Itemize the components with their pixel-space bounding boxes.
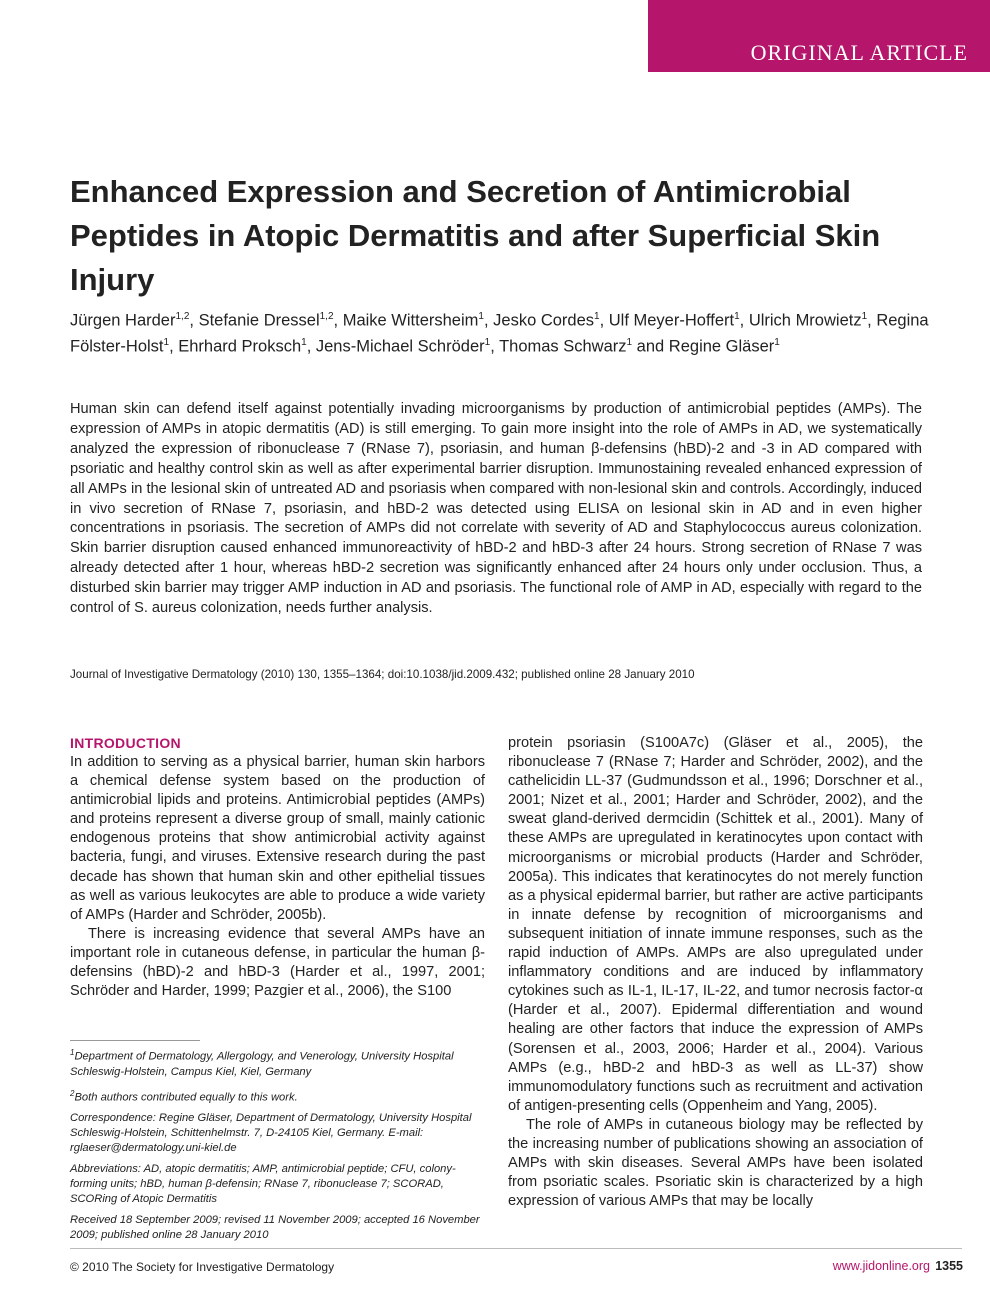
author-name: Stefanie Dressel xyxy=(198,311,320,330)
author-separator: , xyxy=(483,311,494,330)
author-affiliation: 1 xyxy=(734,311,740,322)
footer-rule xyxy=(70,1248,962,1249)
citation-line: Journal of Investigative Dermatology (2010) 130, 1355–1364; doi:10.1038/jid.2009.432; published online 28 January 2010 xyxy=(70,668,695,681)
author-name: Regina Fölster-Holst xyxy=(70,311,929,355)
author-affiliation: 1 xyxy=(484,336,491,348)
author-separator: , xyxy=(169,337,179,355)
footnote xyxy=(70,1045,485,1080)
author-affiliation: 1 xyxy=(774,336,780,348)
body-paragraph: In addition to serving as a physical barrier, human skin harbors a chemical defense system based on the production of antimicrobial lipids and proteins. Antimicrobial peptides (AMPs) and proteins represent a diverse group of small, mainly cationic endogenous proteins that show antimicrobial activity against bacteria, fungi, and viruses. Extensive research during the past decade has shown that human skin and other epithelial tissues as well as various leukocytes are able to produce a wide variety of AMPs (Harder and Schröder, 2005b). xyxy=(70,754,485,923)
footnote-separator xyxy=(70,1040,200,1041)
footnote-marker: 1 xyxy=(70,1048,75,1057)
author-name: Jürgen Harder xyxy=(70,311,176,330)
journal-website-link[interactable]: www.jidonline.org xyxy=(832,1259,930,1273)
author-name: Jesko Cordes xyxy=(493,311,595,330)
body-paragraph: There is increasing evidence that several AMPs have an important role in cutaneous defense, in particular the human β-defensins (hBD)-2 and hBD-3 (Harder et al., 1997, 2001; Schröder and Harder, 1999; Pazgier et al., 2006), the S100 xyxy=(70,925,485,1000)
author-separator: , xyxy=(490,337,500,355)
footnote xyxy=(70,1111,485,1156)
author-name: Ulrich Mrowietz xyxy=(748,311,862,330)
right-column xyxy=(508,734,923,1211)
footnotes xyxy=(70,1045,485,1249)
author-separator: , xyxy=(306,337,316,355)
article-title: Enhanced Expression and Secretion of Antimicrobial Peptides in Atopic Dermatitis and after Superficial Skin Injury xyxy=(70,174,881,297)
author-affiliation: 1,2 xyxy=(175,311,190,322)
footnote-text: Correspondence: Regine Gläser, Department of Dermatology, University Hospital Schleswig-Holstein, Schittenhelmstr. 7, D-24105 Kiel, Germany. E-mail: rglaeser@dermatology.uni-kiel.de xyxy=(70,1112,472,1155)
author-affiliation: 1 xyxy=(301,336,307,348)
author-affiliation: 1 xyxy=(626,336,633,348)
footnote xyxy=(70,1162,485,1207)
footnote xyxy=(70,1213,485,1243)
author-separator: and xyxy=(632,337,669,355)
author-name: Ulf Meyer-Hoffert xyxy=(608,311,735,330)
author-affiliation: 1,2 xyxy=(319,311,334,322)
author-affiliation: 1 xyxy=(478,311,484,322)
left-column xyxy=(70,734,485,1001)
footnote-text: Abbreviations: AD, atopic dermatitis; AMP, antimicrobial peptide; CFU, colony-forming units; hBD, human β-defensin; RNase 7, ribonuclease 7; SCORAD, SCORing of Atopic Dermatitis xyxy=(70,1163,456,1206)
author-separator: , xyxy=(333,311,343,330)
author-list xyxy=(70,306,930,357)
author-separator: , xyxy=(189,311,199,330)
author-affiliation: 1 xyxy=(861,311,868,322)
footnote-text: Both authors contributed equally to this work. xyxy=(74,1091,298,1104)
author-name: Jens-Michael Schröder xyxy=(315,337,485,355)
author-affiliation: 1 xyxy=(594,311,600,322)
author-name: Thomas Schwarz xyxy=(499,337,627,355)
body-paragraph: The role of AMPs in cutaneous biology may be reflected by the increasing number of publications showing an association of AMPs with skin diseases. Several AMPs have been isolated from psoriatic scales. Psoriatic skin is characterized by a high expression of various AMPs that may be locally xyxy=(508,1116,923,1210)
author-separator: , xyxy=(739,311,749,330)
article-type-banner: ORIGINAL ARTICLE xyxy=(648,0,990,72)
footnote-marker: 2 xyxy=(70,1088,75,1098)
section-heading-introduction: INTRODUCTION xyxy=(70,735,181,751)
author-name: Ehrhard Proksch xyxy=(178,337,302,355)
author-name: Regine Gläser xyxy=(668,337,775,355)
page-number: 1355 xyxy=(935,1259,963,1273)
footnote-text: Department of Dermatology, Allergology, and Venerology, University Hospital Schleswig-Holstein, Campus Kiel, Kiel, Germany xyxy=(70,1050,454,1078)
body-paragraph: protein psoriasin (S100A7c) (Gläser et al., 2005), the ribonuclease 7 (RNase 7; Harder and Schröder, 2002), and the cathelicidin LL-37 (Gudmundsson et al., 1996; Dorschner et al., 2001; Nizet et al., 2001; Harder and Schröder, 2002), and the sweat gland-derived dermcidin (Schittek et al., 2001). Many of these AMPs are upregulated in keratinocytes upon contact with microorganisms or microbial products (Harder and Schröder, 2005a). This indicates that keratinocytes do not merely function as a physical epidermal barrier, but rather are active participants in innate defense by recognition of microorganisms and subsequent initiation of innate immune responses, such as the rapid induction of AMPs. AMPs are also upregulated under inflammatory conditions and are induced by inflammatory cytokines such as IL-1, IL-17, IL-22, and tumor necrosis factor-α (Harder et al., 2007). Epidermal differentiation and wound healing are other factors that induce the expression of AMPs (Sorensen et al., 2003, 2006; Harder et al., 2004). Various AMPs (e.g., hBD-2 and hBD-3 as well as LL-37) show immunomodulatory functions such as recruitment and activation of antigen-presenting cells (Oppenheim and Yang, 2005). xyxy=(508,735,923,1114)
copyright-notice: © 2010 The Society for Investigative Dermatology xyxy=(70,1260,335,1274)
author-affiliation: 1 xyxy=(163,336,170,348)
author-separator: , xyxy=(867,311,877,330)
footnote xyxy=(70,1086,485,1106)
footnote-text: Received 18 September 2009; revised 11 November 2009; accepted 16 November 2009; published online 28 January 2010 xyxy=(70,1214,480,1242)
author-name: Maike Wittersheim xyxy=(342,311,479,330)
abstract: Human skin can defend itself against potentially invading microorganisms by production of antimicrobial peptides (AMPs). The expression of AMPs in atopic dermatitis (AD) is still emerging. To gain more insight into the role of AMPs in AD, we systematically analyzed the expression of ribonuclease 7 (RNase 7), psoriasin, and human β-defensins (hBD)-2 and -3 in AD compared with psoriatic and healthy control skin as well as after experimental barrier disruption. Immunostaining revealed enhanced expression of all AMPs in the lesional skin of untreated AD and psoriasis when compared with non-lesional skin and controls. Accordingly, induced in vivo secretion of RNase 7, psoriasin, and hBD-2 was detected using ELISA on lesional skin in AD and in even higher concentrations in psoriasis. The secretion of AMPs did not correlate with severity of AD and Staphylococcus aureus colonization. Skin barrier disruption caused enhanced immunoreactivity of hBD-2 and hBD-3 after 24 hours. Strong secretion of RNase 7 was already detected after 1 hour, whereas hBD-2 secretion was significantly enhanced after 24 hours only under occlusion. Thus, a disturbed skin barrier may trigger AMP induction in AD and psoriasis. The functional role of AMP in AD, especially with regard to the control of S. aureus colonization, needs further analysis. xyxy=(70,401,922,617)
author-separator: , xyxy=(599,311,609,330)
